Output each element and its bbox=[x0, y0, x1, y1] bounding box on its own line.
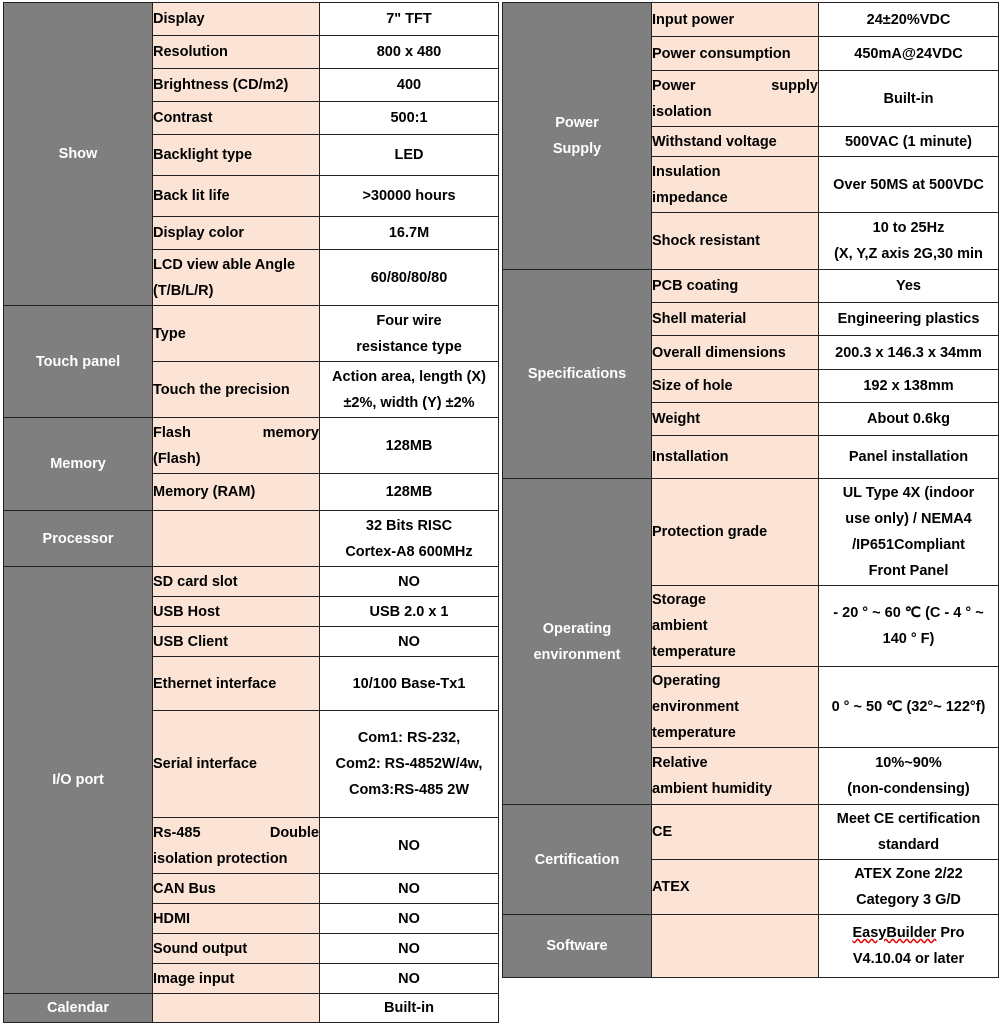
spec-key: Serial interface bbox=[153, 711, 320, 818]
spec-value: Built-in bbox=[819, 71, 999, 127]
category-operating-environment: Operating environment bbox=[503, 479, 652, 805]
spec-key: Type bbox=[153, 306, 320, 362]
spec-value: About 0.6kg bbox=[819, 403, 999, 436]
spec-value: Engineering plastics bbox=[819, 303, 999, 336]
spec-key: ATEX bbox=[652, 860, 819, 915]
spec-key: USB Client bbox=[153, 627, 320, 657]
spec-value: - 20 ° ~ 60 ℃ (C - 4 ° ~ 140 ° F) bbox=[819, 586, 999, 667]
spec-value: NO bbox=[320, 904, 499, 934]
spec-key: Display bbox=[153, 3, 320, 36]
spec-value: 10%~90% (non-condensing) bbox=[819, 748, 999, 805]
spec-value: Meet CE certification standard bbox=[819, 805, 999, 860]
spec-value: 800 x 480 bbox=[320, 36, 499, 69]
spec-key: Flash memory (Flash) bbox=[153, 418, 320, 474]
spec-key: Protection grade bbox=[652, 479, 819, 586]
spec-value: 24±20%VDC bbox=[819, 3, 999, 37]
spec-key: Withstand voltage bbox=[652, 127, 819, 157]
category-io-port: I/O port bbox=[4, 567, 153, 994]
spec-value: 500:1 bbox=[320, 102, 499, 135]
spec-value: 200.3 x 146.3 x 34mm bbox=[819, 336, 999, 370]
spec-key: Shell material bbox=[652, 303, 819, 336]
left-spec-table bbox=[3, 2, 499, 1023]
spec-value: USB 2.0 x 1 bbox=[320, 597, 499, 627]
spec-key: Display color bbox=[153, 217, 320, 250]
spec-value: Panel installation bbox=[819, 436, 999, 479]
spec-key-empty bbox=[153, 994, 320, 1023]
spec-value: NO bbox=[320, 964, 499, 994]
spec-key: Brightness (CD/m2) bbox=[153, 69, 320, 102]
spec-value: NO bbox=[320, 818, 499, 874]
spec-key: SD card slot bbox=[153, 567, 320, 597]
spec-key: Resolution bbox=[153, 36, 320, 69]
category-show: Show bbox=[4, 3, 153, 306]
spec-key: Relative ambient humidity bbox=[652, 748, 819, 805]
category-certification: Certification bbox=[503, 805, 652, 915]
spec-value: >30000 hours bbox=[320, 176, 499, 217]
spec-value: Com1: RS-232, Com2: RS-4852W/4w, Com3:RS-485 2W bbox=[320, 711, 499, 818]
spec-key: CE bbox=[652, 805, 819, 860]
spec-key: Backlight type bbox=[153, 135, 320, 176]
spellcheck-word: EasyBuilder bbox=[852, 925, 937, 941]
category-specifications: Specifications bbox=[503, 270, 652, 479]
spec-key: Memory (RAM) bbox=[153, 474, 320, 511]
category-power-supply: Power Supply bbox=[503, 3, 652, 270]
category-memory: Memory bbox=[4, 418, 153, 511]
spec-key: Contrast bbox=[153, 102, 320, 135]
spec-value: EasyBuilder Pro V4.10.04 or later bbox=[819, 915, 999, 978]
spec-key: USB Host bbox=[153, 597, 320, 627]
spec-value: 7" TFT bbox=[320, 3, 499, 36]
spec-key: CAN Bus bbox=[153, 874, 320, 904]
spec-value: 192 x 138mm bbox=[819, 370, 999, 403]
right-spec-table bbox=[502, 2, 999, 978]
spec-value: NO bbox=[320, 567, 499, 597]
spec-value: 60/80/80/80 bbox=[320, 250, 499, 306]
category-software: Software bbox=[503, 915, 652, 978]
spec-value: UL Type 4X (indoor use only) / NEMA4 /IP651Compliant Front Panel bbox=[819, 479, 999, 586]
spec-value: NO bbox=[320, 934, 499, 964]
spec-key: Operating environment temperature bbox=[652, 667, 819, 748]
spec-value: 10/100 Base-Tx1 bbox=[320, 657, 499, 711]
spec-value: 0 ° ~ 50 ℃ (32°~ 122°f) bbox=[819, 667, 999, 748]
spec-value: 16.7M bbox=[320, 217, 499, 250]
spec-value: 450mA@24VDC bbox=[819, 37, 999, 71]
spec-value: Four wire resistance type bbox=[320, 306, 499, 362]
spec-key-empty bbox=[153, 511, 320, 567]
spec-key: Input power bbox=[652, 3, 819, 37]
spec-value: 400 bbox=[320, 69, 499, 102]
spec-value: NO bbox=[320, 627, 499, 657]
spec-key: HDMI bbox=[153, 904, 320, 934]
spec-value: Action area, length (X) ±2%, width (Y) ±2% bbox=[320, 362, 499, 418]
spec-key: Installation bbox=[652, 436, 819, 479]
spec-value: Over 50MS at 500VDC bbox=[819, 157, 999, 213]
spec-key: Image input bbox=[153, 964, 320, 994]
spec-key: Storage ambient temperature bbox=[652, 586, 819, 667]
spec-value: 32 Bits RISC Cortex-A8 600MHz bbox=[320, 511, 499, 567]
spec-value: NO bbox=[320, 874, 499, 904]
spec-value: 500VAC (1 minute) bbox=[819, 127, 999, 157]
spec-key: Power consumption bbox=[652, 37, 819, 71]
spec-key: LCD view able Angle (T/B/L/R) bbox=[153, 250, 320, 306]
spec-key: Shock resistant bbox=[652, 213, 819, 270]
spec-key: Back lit life bbox=[153, 176, 320, 217]
spec-key: PCB coating bbox=[652, 270, 819, 303]
spec-value: 128MB bbox=[320, 418, 499, 474]
spec-value: 128MB bbox=[320, 474, 499, 511]
category-calendar: Calendar bbox=[4, 994, 153, 1023]
spec-key: Touch the precision bbox=[153, 362, 320, 418]
category-touch-panel: Touch panel bbox=[4, 306, 153, 418]
spec-value: 10 to 25Hz (X, Y,Z axis 2G,30 min bbox=[819, 213, 999, 270]
spec-key: Size of hole bbox=[652, 370, 819, 403]
spec-key: Overall dimensions bbox=[652, 336, 819, 370]
category-processor: Processor bbox=[4, 511, 153, 567]
spec-key: Rs-485 Double isolation protection bbox=[153, 818, 320, 874]
spec-key-empty bbox=[652, 915, 819, 978]
spec-key: Power supply isolation bbox=[652, 71, 819, 127]
spec-value: LED bbox=[320, 135, 499, 176]
spec-key: Sound output bbox=[153, 934, 320, 964]
spec-value: Built-in bbox=[320, 994, 499, 1023]
spec-key: Weight bbox=[652, 403, 819, 436]
spec-value: ATEX Zone 2/22 Category 3 G/D bbox=[819, 860, 999, 915]
spec-value: Yes bbox=[819, 270, 999, 303]
spec-key: Insulation impedance bbox=[652, 157, 819, 213]
spec-key: Ethernet interface bbox=[153, 657, 320, 711]
